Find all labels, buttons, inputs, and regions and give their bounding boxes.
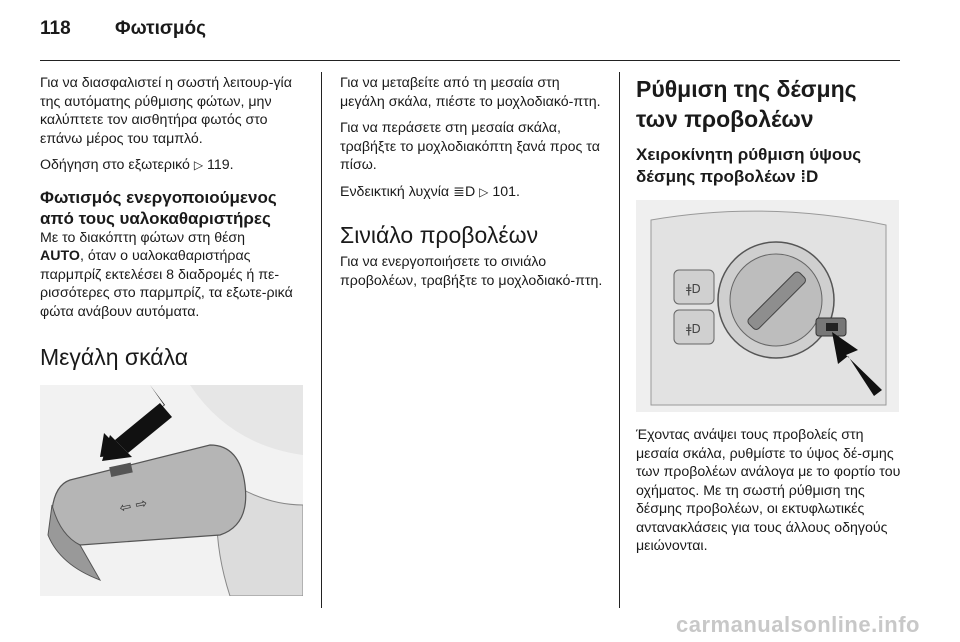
- abroad-ref: 119.: [207, 157, 234, 173]
- high-beam-icon: ≣D: [453, 183, 476, 200]
- column-divider-1: [321, 72, 322, 608]
- light-switch-illustration: [636, 200, 899, 412]
- triangle-ref-icon: ▷: [193, 158, 204, 172]
- wiper-text-b: , όταν ο υαλοκαθαριστήρας παρμπρίζ εκτελέσει 8 διαδρομές ή πε-ρισσότερες στο παρμπρίζ, τα εξωτε-ρικά φώτα ανάβουν αυτόματα.: [40, 248, 293, 320]
- paragraph-wiper-lights: [40, 229, 308, 322]
- paragraph-beam-adjust: Έχοντας ανάψει τους προβολείς στη μεσαία σκάλα, ρυθμίστε το ύψος δέ-σμης των προβολέων ανάλογα με το φορτίο του οχήματος. Με τη σωστή ρύθμιση της δέσμης προβολέων, οι εκτυφλωτικές αντανακλάσεις για τους άλλους οδηγούς μειώνονται.: [636, 427, 901, 554]
- heading-wiper-lights: Φωτισμός ενεργοποιούμενος από τους υαλοκαθαριστήρες: [40, 187, 277, 228]
- auto-label: AUTO: [40, 248, 80, 264]
- stalk-illustration: [40, 385, 303, 596]
- paragraph-flash: Για να ενεργοποιήσετε το σινιάλο προβολέων, τραβήξτε το μοχλοδιακό-πτη.: [340, 254, 603, 289]
- column-3: [636, 74, 902, 564]
- beam-level-icon: ⁞D: [800, 167, 819, 186]
- paragraph-to-high: Για να μεταβείτε από τη μεσαία στη μεγάλη σκάλα, πιέστε το μοχλοδιακό-πτη.: [340, 75, 601, 110]
- indicator-ref: 101.: [492, 183, 520, 200]
- watermark-brand: carmanualsonline.info: [676, 612, 920, 637]
- header-rule: [40, 60, 900, 61]
- heading-beam-adjust: Ρύθμιση της δέσμης των προβολέων: [636, 76, 857, 132]
- triangle-ref-icon: ▷: [479, 184, 489, 199]
- paragraph-indicator: [340, 183, 608, 202]
- indicator-text: Ενδεικτική λυχνία: [340, 183, 450, 200]
- paragraph-sensor: Για να διασφαλιστεί η σωστή λειτουρ-γία της αυτόματης ρύθμισης φώτων, μην καλύπτετε τον αισθητήρα φωτός στο επάνω μέρος του ταμπλό.: [40, 75, 292, 147]
- heading-flash: Σινιάλο προβολέων: [340, 222, 539, 248]
- column-1: [40, 74, 308, 596]
- manual-adjust-text: Χειροκίνητη ρύθμιση ύψους δέσμης προβολέων: [636, 145, 862, 186]
- svg-text:ǂD: ǂD: [686, 322, 701, 336]
- column-divider-2: [619, 72, 620, 608]
- section-title: Φωτισμός: [115, 18, 206, 39]
- wiper-text-a: Με το διακόπτη φώτων στη θέση: [40, 229, 246, 246]
- paragraph-abroad: [40, 156, 308, 175]
- svg-text:⇦ ⇨: ⇦ ⇨: [118, 495, 149, 517]
- figure-light-switch: [636, 200, 899, 412]
- column-2: [340, 74, 608, 298]
- svg-text:ǂD: ǂD: [686, 282, 701, 296]
- abroad-text: Οδήγηση στο εξωτερικό: [40, 157, 190, 173]
- heading-high-beam: Μεγάλη σκάλα: [40, 344, 189, 370]
- figure-stalk: [40, 385, 303, 596]
- heading-manual-adjust: [636, 144, 902, 188]
- paragraph-to-low: Για να περάσετε στη μεσαία σκάλα, τραβήξτε το μοχλοδιακόπτη ξανά προς τα πίσω.: [340, 120, 600, 173]
- page-number: 118: [40, 18, 71, 39]
